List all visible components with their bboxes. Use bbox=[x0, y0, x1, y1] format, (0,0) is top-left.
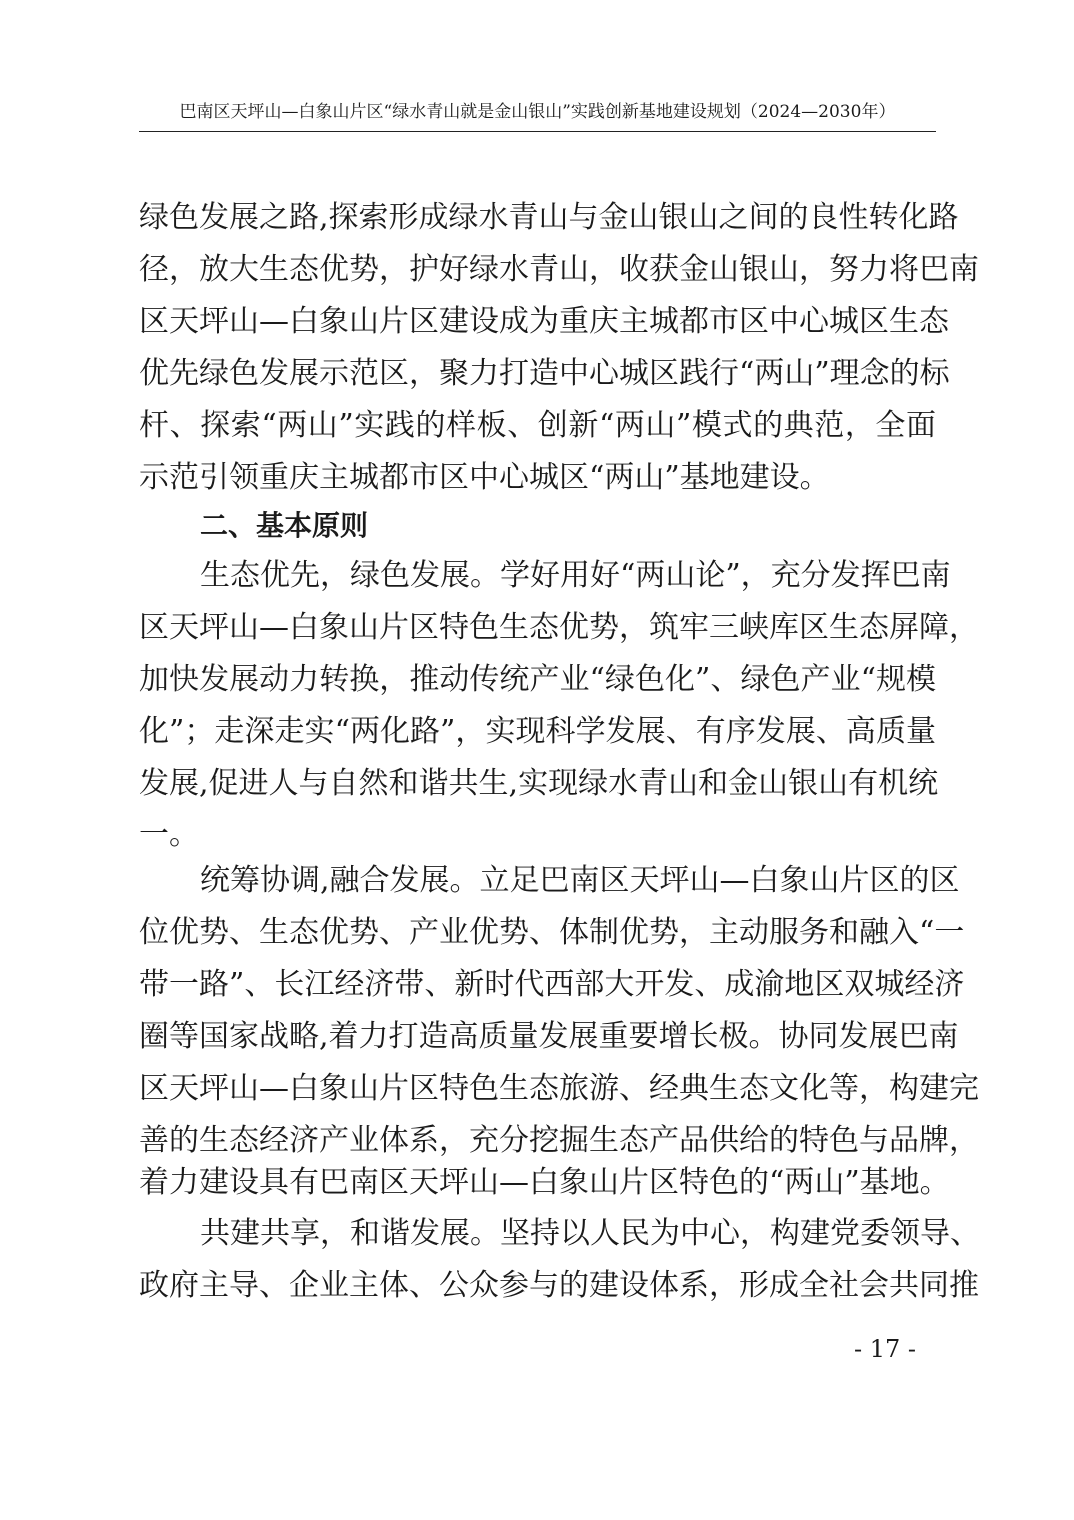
body-line: 善的生态经济产业体系，充分挖掘生态产品供给的特色与品牌， bbox=[139, 1123, 979, 1158]
running-header: 巴南区天坪山—白象山片区“绿水青山就是金山银山”实践创新基地建设规划（2024—2030年） bbox=[179, 102, 896, 122]
body-line: 统筹协调,融合发展。立足巴南区天坪山—白象山片区的区 bbox=[200, 863, 960, 898]
body-line: 带一路”、长江经济带、新时代西部大开发、成渝地区双城经济 bbox=[139, 967, 965, 1002]
page-number: - 17 - bbox=[853, 1335, 916, 1363]
body-line: 杆、探索“两山”实践的样板、创新“两山”模式的典范，全面 bbox=[139, 408, 936, 443]
body-line: 一。 bbox=[139, 817, 199, 852]
body-line: 化”；走深走实“两化路”，实现科学发展、有序发展、高质量 bbox=[139, 714, 936, 749]
body-line: 优先绿色发展示范区，聚力打造中心城区践行“两山”理念的标 bbox=[139, 356, 950, 391]
body-line: 加快发展动力转换，推动传统产业“绿色化”、绿色产业“规模 bbox=[139, 662, 936, 697]
section-heading: 二、基本原则 bbox=[200, 509, 369, 542]
body-line: 着力建设具有巴南区天坪山—白象山片区特色的“两山”基地。 bbox=[139, 1165, 950, 1200]
body-line: 政府主导、企业主体、公众参与的建设体系，形成全社会共同推 bbox=[139, 1268, 979, 1303]
body-line: 绿色发展之路,探索形成绿水青山与金山银山之间的良性转化路 bbox=[139, 200, 959, 235]
body-line: 示范引领重庆主城都市区中心城区“两山”基地建设。 bbox=[139, 460, 830, 495]
body-line: 区天坪山—白象山片区特色生态优势，筑牢三峡库区生态屏障， bbox=[139, 610, 979, 645]
body-line: 共建共享，和谐发展。坚持以人民为中心，构建党委领导、 bbox=[200, 1216, 980, 1251]
body-line: 区天坪山—白象山片区特色生态旅游、经典生态文化等，构建完 bbox=[139, 1071, 979, 1106]
body-line: 位优势、生态优势、产业优势、体制优势，主动服务和融入“一 bbox=[139, 915, 965, 950]
body-line: 径，放大生态优势，护好绿水青山，收获金山银山，努力将巴南 bbox=[139, 252, 979, 287]
body-line: 发展,促进人与自然和谐共生,实现绿水青山和金山银山有机统 bbox=[139, 766, 939, 801]
body-line: 圈等国家战略,着力打造高质量发展重要增长极。协同发展巴南 bbox=[139, 1019, 959, 1054]
header-divider bbox=[139, 131, 936, 132]
body-line: 生态优先，绿色发展。学好用好“两山论”，充分发挥巴南 bbox=[200, 558, 951, 593]
body-line: 区天坪山—白象山片区建设成为重庆主城都市区中心城区生态 bbox=[139, 304, 949, 339]
